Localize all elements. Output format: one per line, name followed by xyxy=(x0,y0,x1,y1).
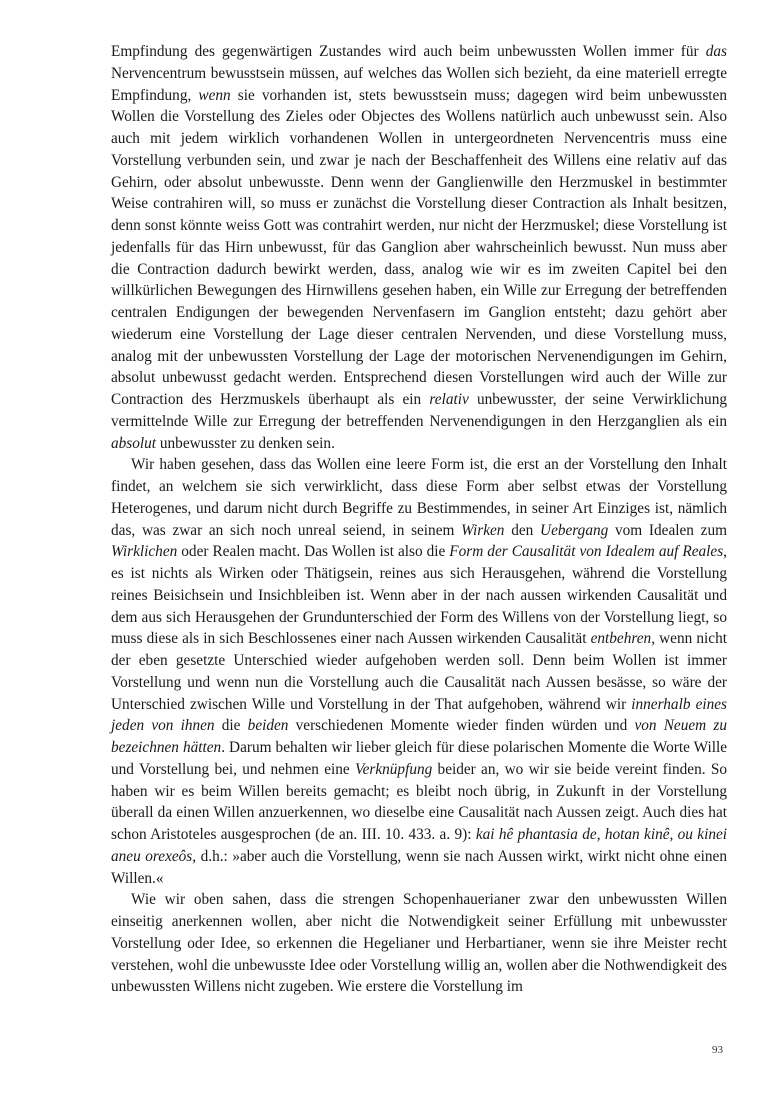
text-run: verschiedenen Momente wieder finden würden und xyxy=(288,717,635,735)
text-run: Nervencentrum bewusstsein müssen, auf welches das Wollen sich bezieht, da eine materiell erregte Empfindung, xyxy=(111,64,727,104)
italic-text: kai hê phantasia de, hotan kinê, ou kinei aneu orexeôs xyxy=(111,826,728,865)
text-run: die xyxy=(214,717,248,735)
italic-text: absolut xyxy=(111,434,157,452)
italic-text: Uebergang xyxy=(540,521,609,539)
italic-text: das xyxy=(705,43,727,60)
text-run: Wir haben gesehen, dass das Wollen eine leere Form ist, die erst an der Vorstellung den Inhalt findet, an welchem sie sich verwirklicht, dass diese Form aber selbst etwas der Vorstellung Heterogenes, und darum nicht durch Begriffe zu Bestimmendes, in seiner Art Einziges ist, nämlich das, was zwar an sich noch unreal seiend, in seinem xyxy=(111,456,727,539)
text-run: sie vorhanden ist, stets bewusstsein muss; dagegen wird beim unbewussten Wollen die Vorstellung des Zieles oder Objectes des Wollens natürlich auch unbewusst sein. Also auch mit jedem wirklich vorhandenen Wollen in untergeordneten Nervencentris muss eine Vorstellung verbunden sein, und zwar je nach der Beschaffenheit des Willens eine relativ auf das Gehirn, oder absolut unbewusste. Denn wenn der Ganglienwille den Herzmuskel in bestimmter Weise contrahiren will, so muss er zunächst die Vorstellung dieser Contraction als Inhalt besitzen, denn sonst könnte weiss Gott was contrahirt werden, nur nicht der Herzmuskel; diese Vorstellung ist jedenfalls für das Hirn unbewusst, für das Ganglion aber wahrscheinlich bewusst. Nun muss aber die Contraction dadurch bewirkt werden, dass, analog wie wir es im zweiten Capitel bei den willkürlichen Bewegungen des Hirnwillens gesehen haben, ein Wille zur Erregung der betreffenden centralen Endigungen der bewegenden Nervenfasern im Ganglion entsteht; dazu gehört aber wiederum eine Vorstellung der Lage dieser centralen Nervenden, und diese Vorstellung muss, analog mit der unbewussten Vorstellung der Lage der motorischen Nervenendigungen im Gehirn, absolut unbewusst gedacht werden. Entsprechend diesen Vorstellungen wird auch der Wille zur Contraction des Herzmuskels überhaupt als ein xyxy=(111,86,727,408)
italic-text: wenn xyxy=(198,86,231,104)
text-run: , wenn nicht der eben gesetzte Unterschied wieder aufgehoben werden soll. Denn beim Wollen ist immer Vorstellung und wenn nun die Vorstellung auch die Causalität nach Aussen besässe, so wäre der Unterschied zwischen Wille und Vorstellung in der That aufgehoben, während wir xyxy=(111,630,727,713)
italic-text: entbehren xyxy=(590,630,652,648)
italic-text: Verknüpfung xyxy=(354,760,433,778)
italic-text: Wirken xyxy=(461,521,505,539)
text-run: oder Realen macht. Das Wollen ist also die xyxy=(177,543,450,561)
paragraph xyxy=(111,41,727,454)
text-run: . Darum behalten wir lieber gleich für diese polarischen Momente die Worte Wille und Vorstellung bei, und nehmen eine xyxy=(111,739,728,778)
text-run: , es ist nichts als Wirken oder Thätigsein, reines aus sich Herausgehen, während die Vorstellung reines Beisichsein und Insichbleiben ist. Wenn aber in der nach aussen wirkenden Causalität und dem aus sich Herausgehen der Grundunterschied der Form des Willens von der Vorstellung liegt, so muss diese als in sich Beschlossenes einer nach Aussen wirkenden Causalität xyxy=(111,543,727,648)
italic-text: Wirklichen xyxy=(111,543,178,561)
text-run: Empfindung des gegenwärtigen Zustandes wird auch beim unbewussten Wollen immer für xyxy=(111,43,706,60)
text-run: unbewusster, der seine Verwirklichung vermittelnde Wille zur Erregung der betreffenden Nervenendigungen in den Herzganglien als ein xyxy=(111,391,727,430)
text-run: , d.h.: »aber auch die Vorstellung, wenn sie nach Aussen wirkt, wirkt nicht ohne einen Willen.« xyxy=(111,847,727,887)
italic-text: innerhalb eines jeden von ihnen xyxy=(111,695,727,735)
italic-text: beiden xyxy=(247,717,289,735)
text-run: Wie wir oben sahen, dass die strengen Schopenhauerianer zwar den unbewussten Willen einseitig anerkennen wollen, aber nicht die Notwendigkeit seiner Erfüllung mit unbewusster Vorstellung oder Idee, so erkennen die Hegelianer und Herbartianer, wenn sie ihre Meister recht verstehen, wohl die unbewusste Idee oder Vorstellung willig an, wollen aber die Nothwendigkeit des unbewussten Willens nicht zugeben. Wie erstere die Vorstellung im xyxy=(111,891,727,996)
paragraph xyxy=(111,454,727,889)
page-number: 93 xyxy=(712,1044,723,1056)
text-run: unbewusster zu denken sein. xyxy=(156,434,335,452)
italic-text: von Neuem zu bezeichnen hätten xyxy=(111,717,727,756)
paragraph xyxy=(111,889,727,998)
text-run: beider an, wo wir sie beide vereint finden. So haben wir es beim Willen bereits gemacht; es bleibt noch übrig, in Zukunft in der Vorstellung überall da einen Willen anzuerkennen, wo dieselbe eine Causalität nach Aussen zeigt. Auch dies hat schon Aristoteles ausgesprochen (de an. III. 10. 433. a. 9): xyxy=(111,760,727,843)
italic-text: Form der Causalität von Idealem auf Reales xyxy=(449,543,724,561)
page-body xyxy=(111,41,727,998)
text-run: den xyxy=(504,521,541,539)
italic-text: relativ xyxy=(429,391,469,408)
text-run: vom Idealen zum xyxy=(608,521,727,539)
